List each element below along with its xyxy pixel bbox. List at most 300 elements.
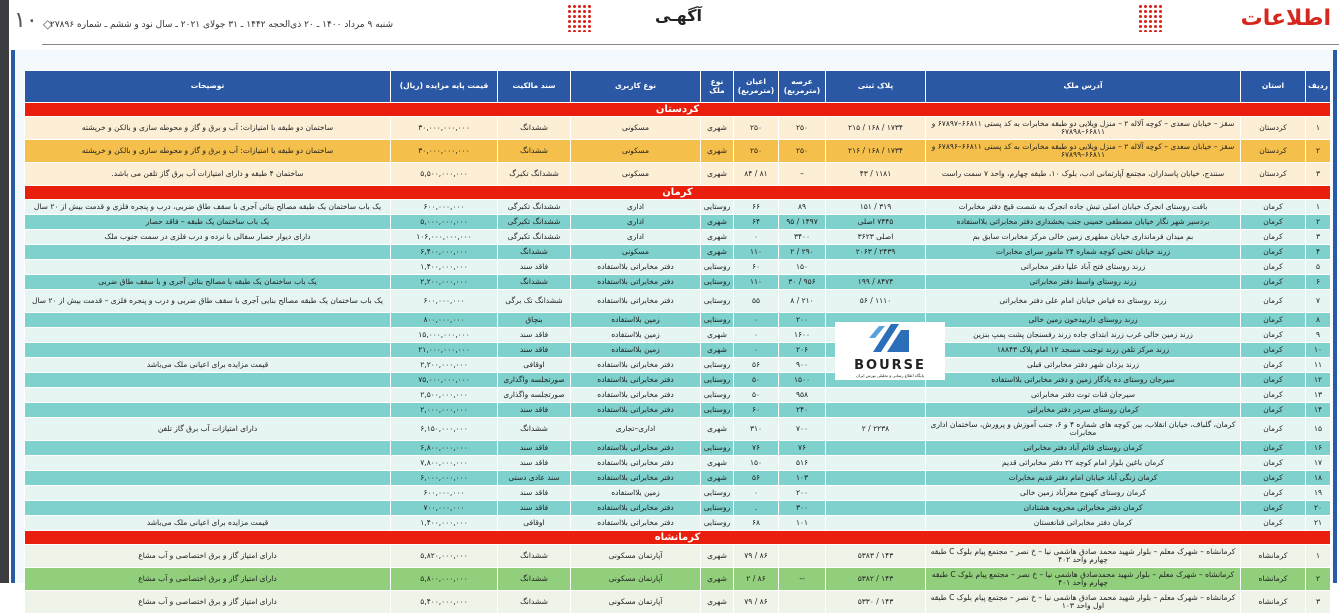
cell-ownership-deed: فاقد سند [498,260,571,275]
cell-property-type: روستایی [701,403,734,418]
cell-row-number: ۱۵ [1306,418,1331,441]
cell-usage-type: دفتر مخابراتی بلااستفاده [571,403,701,418]
cell-description [25,388,391,403]
column-header-ownership-deed: سند مالکیت [498,71,571,103]
cell-building-area: ۶۴ [734,215,779,230]
page-edge [0,0,9,583]
cell-base-price: ۶,۰۰۰,۰۰۰,۰۰۰ [391,471,498,486]
logo-subtitle: پایگاه اطلاع رسانی و تحلیلی بورس ایران [856,373,924,378]
cell-property-type: روستایی [701,373,734,388]
cell-address: بم میدان فرمانداری خیابان مطهری زمین خالی مرکز مخابرات سابق بم [926,230,1241,245]
cell-province: کرمان [1241,373,1306,388]
cell-ownership-deed: ششدانگ تکبرگی [498,230,571,245]
column-header-property-type: نوع ملک [701,71,734,103]
cell-building-area: ۶۰ [734,260,779,275]
cell-address: سیرجان روستای ده یادگار زمین و دفتر مخابراتی بلااستفاده [926,373,1241,388]
cell-building-area: ۳۱۰ [734,418,779,441]
cell-address: سقز – خیابان سعدی – کوچه آلاله ۲ – منزل ویلایی دو طبقه مخابرات به کد پستی ۶۶۸۱۱–۶۷۸۹۶ و ۶۶۸۱۱–۶۷۸۹۹ [926,140,1241,163]
cell-base-price: ۲,۰۰۰,۰۰۰,۰۰۰ [391,403,498,418]
cell-building-area: ۰ [734,313,779,328]
cell-building-area: ۸۶ / ۷۹ [734,545,779,568]
cell-base-price: ۶,۱۵۰,۰۰۰,۰۰۰ [391,418,498,441]
cell-address: زرند روستای ده فیاض خیابان امام علی دفتر مخابراتی [926,290,1241,313]
cell-usage-type: مسکونی [571,163,701,186]
section-header-row [25,186,1331,200]
cell-province: کرمان [1241,215,1306,230]
cell-usage-type: اداری [571,200,701,215]
table-header [25,71,1331,103]
cell-registration-plate: ۱۷۳۴ / ۱۶۸ / ۲۱۵ [826,117,926,140]
cell-property-type: روستایی [701,313,734,328]
cell-usage-type: دفتر مخابراتی بلااستفاده [571,275,701,290]
cell-land-area: ۳۰۰ [779,501,826,516]
cell-row-number: ۱۹ [1306,486,1331,501]
cell-address: کرمان روستای کهنوج معزآباد زمین خالی [926,486,1241,501]
column-header-land-area: عرصه (مترمربع) [779,71,826,103]
cell-province: کرمانشاه [1241,568,1306,591]
cell-description [25,471,391,486]
table-row [25,215,1331,230]
cell-property-type: شهری [701,117,734,140]
cell-province: کرمان [1241,441,1306,456]
table-row [25,441,1331,456]
auction-table [24,70,1331,614]
column-header-building-area: اعیان (مترمربع) [734,71,779,103]
cell-province: کردستان [1241,140,1306,163]
cell-address: کرمان روستای قائم آباد دفتر مخابراتی [926,441,1241,456]
cell-usage-type: زمین بلااستفاده [571,313,701,328]
cell-land-area: ۳۴۰۰ [779,230,826,245]
cell-ownership-deed: فاقد سند [498,343,571,358]
table-row [25,501,1331,516]
cell-property-type: شهری [701,545,734,568]
cell-base-price: ۵,۸۲۰,۰۰۰,۰۰۰ [391,545,498,568]
cell-province: کرمان [1241,245,1306,260]
cell-property-type: روستایی [701,486,734,501]
cell-row-number: ۱ [1306,200,1331,215]
cell-registration-plate: اصلی ۳۶۲۳ [826,230,926,245]
cell-land-area: ۲۵۰ [779,140,826,163]
cell-description: دارای امتیازات آب برق گاز تلفن [25,418,391,441]
cell-row-number: ۱۷ [1306,456,1331,471]
cell-land-area: – [779,163,826,186]
page-number: ۱۰ [14,8,38,33]
cell-building-area: ۱۱۰ [734,245,779,260]
cell-address: سیرجان قنات توت دفتر مخابراتی [926,388,1241,403]
cell-building-area: ۲۵۰ [734,117,779,140]
section-header-row [25,531,1331,545]
cell-base-price: ۶,۸۰۰,۰۰۰,۰۰۰ [391,441,498,456]
cell-land-area: ۱۴۹۷ / ۹۵ [779,215,826,230]
cell-address: کرمانشاه – شهرک معلم – بلوار شهید محمد صادق هاشمی نیا – خ نصر – مجتمع پیام بلوک C طبقه چهارم واحد ۴۰۲ [926,545,1241,568]
cell-land-area: ۱۵۰۰ [779,373,826,388]
diamond-icon: ◇ [43,17,53,31]
cell-row-number: ۲ [1306,140,1331,163]
cell-ownership-deed: فاقد سند [498,403,571,418]
cell-land-area: ۸۹ [779,200,826,215]
left-border [11,50,15,583]
cell-usage-type: زمین بلااستفاده [571,486,701,501]
cell-land-area: ۲۰۰ [779,486,826,501]
cell-address: زرند یزدان شهر دفتر مخابراتی قبلی [926,358,1241,373]
cell-registration-plate: ۱۴۳ / ۵۳۸۳ [826,545,926,568]
table-row [25,418,1331,441]
cell-base-price: ۳۰,۰۰۰,۰۰۰,۰۰۰ [391,117,498,140]
cell-building-area: ۵۰ [734,373,779,388]
cell-description: یک باب ساختمان یک طبقه – فاقد حصار [25,215,391,230]
cell-row-number: ۱۰ [1306,343,1331,358]
cell-row-number: ۶ [1306,275,1331,290]
cell-row-number: ۸ [1306,313,1331,328]
cell-land-area: ۱۵۰ [779,260,826,275]
cell-property-type: شهری [701,471,734,486]
cell-base-price: ۶۰۰,۰۰۰,۰۰۰ [391,200,498,215]
cell-building-area: . [734,501,779,516]
cell-land-area: ۲۰۰ [779,313,826,328]
cell-land-area: ۹۰۰ [779,358,826,373]
cell-description: ساختمان دو طبقه با امتیازات: آب و برق و گاز و محوطه سازی و بالکن و خرپشته [25,117,391,140]
column-header-usage-type: نوع کاربری [571,71,701,103]
table-row [25,471,1331,486]
cell-ownership-deed: فاقد سند [498,456,571,471]
cell-description: دارای امتیاز گاز و برق اختصاصی و آب مشاع [25,568,391,591]
cell-province: کرمان [1241,403,1306,418]
cell-building-area: ۶۰ [734,403,779,418]
cell-row-number: ۷ [1306,290,1331,313]
cell-ownership-deed: ششدانگ [498,545,571,568]
cell-building-area: ۵۶ [734,471,779,486]
cell-province: کرمان [1241,328,1306,343]
cell-registration-plate: ۳۱۹ / ۱۵۱ [826,200,926,215]
cell-ownership-deed: بنچاق [498,313,571,328]
cell-row-number: ۳ [1306,163,1331,186]
cell-land-area: ۲۰۶ [779,343,826,358]
cell-base-price: ۲,۲۰۰,۰۰۰,۰۰۰ [391,358,498,373]
cell-ownership-deed: سند عادی دستی [498,471,571,486]
cell-usage-type: مسکونی [571,245,701,260]
cell-row-number: ۱ [1306,117,1331,140]
cell-property-type: روستایی [701,388,734,403]
cell-ownership-deed: ششدانگ [498,140,571,163]
cell-base-price: ۲۱,۰۰۰,۰۰۰,۰۰۰ [391,343,498,358]
cell-usage-type: اداری [571,215,701,230]
cell-description [25,260,391,275]
cell-address: کرمان، گلباف، خیابان انقلاب، بین کوچه های شماره ۴ و ۶، جنب آموزش و پرورش، ساختمان اداری مخابرات [926,418,1241,441]
cell-address: زرند روستای واسط دفتر مخابراتی [926,275,1241,290]
cell-address: کرمان دفتر مخابراتی مخروبه هشتادان [926,501,1241,516]
cell-province: کرمان [1241,418,1306,441]
cell-description: دارای دیوار حصار سفالی با نرده و درب فلزی در سمت جنوب ملک [25,230,391,245]
cell-land-area: ۷۰۰ [779,418,826,441]
cell-province: کرمان [1241,388,1306,403]
table-row [25,275,1331,290]
cell-building-area: ۱۵۰ [734,456,779,471]
cell-building-area: ۶۶ [734,200,779,215]
cell-province: کرمان [1241,313,1306,328]
cell-base-price: ۶۰۰,۰۰۰,۰۰۰ [391,486,498,501]
cell-property-type: شهری [701,568,734,591]
cell-base-price: ۵,۴۰۰,۰۰۰,۰۰۰ [391,591,498,614]
cell-base-price: ۷۰۰,۰۰۰,۰۰۰ [391,501,498,516]
table-row [25,568,1331,591]
cell-ownership-deed: ششدانگ تکبرگ [498,163,571,186]
cell-property-type: شهری [701,591,734,614]
cell-province: کرمان [1241,200,1306,215]
cell-usage-type: دفتر مخابراتی بلااستفاده [571,388,701,403]
cell-base-price: ۶,۴۰۰,۰۰۰,۰۰۰ [391,245,498,260]
cell-description [25,456,391,471]
cell-land-area [779,545,826,568]
cell-base-price: ۶۰۰,۰۰۰,۰۰۰ [391,290,498,313]
cell-address: کرمانشاه – شهرک معلم – بلوار شهید محمدصادق هاشمی نیا – خ نصر – مجتمع پیام بلوک C طبقه چهارم واحد ۴۰۱ [926,568,1241,591]
column-header-address: آدرس ملک [926,71,1241,103]
cell-province: کردستان [1241,163,1306,186]
cell-building-area: ۶۸ [734,516,779,531]
cell-description [25,486,391,501]
cell-base-price: ۷۵,۰۰۰,۰۰۰,۰۰۰ [391,373,498,388]
table-row [25,200,1331,215]
cell-land-area: ۷۶ [779,441,826,456]
cell-usage-type: دفتر مخابراتی بلااستفاده [571,516,701,531]
cell-building-area: ۰ [734,486,779,501]
cell-land-area: ۹۵۸ [779,388,826,403]
cell-base-price: ۳۰,۰۰۰,۰۰۰,۰۰۰ [391,140,498,163]
cell-building-area: ۲۵۰ [734,140,779,163]
cell-row-number: ۲۰ [1306,501,1331,516]
cell-land-area: ۹۵۶ / ۳۰ [779,275,826,290]
cell-building-area: ۰ [734,230,779,245]
cell-description: قیمت مزایده برای اعیانی ملک می‌باشد [25,516,391,531]
cell-province: کرمان [1241,275,1306,290]
cell-row-number: ۲ [1306,215,1331,230]
cell-usage-type: اداری–تجاری [571,418,701,441]
cell-row-number: ۱ [1306,545,1331,568]
cell-base-price: ۵,۵۰۰,۰۰۰,۰۰۰ [391,163,498,186]
cell-usage-type: دفتر مخابراتی بلااستفاده [571,260,701,275]
cell-row-number: ۱۸ [1306,471,1331,486]
cell-ownership-deed: ششدانگ [498,245,571,260]
table-row [25,343,1331,358]
cell-building-area: ۰ [734,328,779,343]
table-row [25,245,1331,260]
cell-base-price: ۲,۲۰۰,۰۰۰,۰۰۰ [391,275,498,290]
bourse-24-logo-icon [865,322,915,354]
cell-description: ساختمان دو طبقه با امتیازات: آب و برق و گاز و محوطه سازی و بالکن و خرپشته [25,140,391,163]
cell-description [25,373,391,388]
table-row [25,140,1331,163]
cell-ownership-deed: فاقد سند [498,328,571,343]
cell-address: زرند مرکز تلفن زرند توجنب مسجد ۱۲ امام پلاک ۱۸۸۴۳ [926,343,1241,358]
cell-base-price: ۲,۵۰۰,۰۰۰,۰۰۰ [391,388,498,403]
cell-base-price: ۷,۸۰۰,۰۰۰,۰۰۰ [391,456,498,471]
column-header-registration-plate: پلاک ثبتی [826,71,926,103]
cell-property-type: شهری [701,418,734,441]
cell-address: سنندج، خیابان پاسداران، مجتمع آپارتمانی ادب، بلوک ۱۰، طبقه چهارم، واحد ۷ سمت راست [926,163,1241,186]
cell-land-area: ۱۶۰۰ [779,328,826,343]
cell-ownership-deed: ششدانگ [498,117,571,140]
cell-property-type: روستایی [701,200,734,215]
cell-property-type: شهری [701,215,734,230]
cell-address: کرمانشاه – شهرک معلم – بلوار شهید محمد صادق هاشمی نیا – خ نصر – مجتمع پیام بلوک C طبقه اول واحد ۱۰۳ [926,591,1241,614]
cell-province: کرمانشاه [1241,545,1306,568]
table-row [25,260,1331,275]
cell-address: زرند روستای داربیدخون زمین خالی [926,313,1241,328]
cell-ownership-deed: ششدانگ تکبرگی [498,215,571,230]
cell-registration-plate [826,516,926,531]
cell-registration-plate: ۱۱۸۱ / ۴۳ [826,163,926,186]
section-title: آگهـی [655,6,703,25]
cell-ownership-deed: فاقد سند [498,441,571,456]
table-row [25,163,1331,186]
cell-description [25,501,391,516]
table-row [25,456,1331,471]
table-row [25,313,1331,328]
cell-description [25,441,391,456]
cell-base-price: ۱۰۶,۰۰۰,۰۰۰,۰۰۰ [391,230,498,245]
table-row [25,591,1331,614]
cell-province: کرمانشاه [1241,591,1306,614]
cell-province: کرمان [1241,343,1306,358]
cell-usage-type: زمین بلااستفاده [571,343,701,358]
cell-address: زرند خیابان تختی کوچه شماره ۲۴ مامور سرای مخابرات [926,245,1241,260]
newspaper-logo: اطلاعات [1240,6,1331,31]
cell-registration-plate [826,486,926,501]
cell-registration-plate [826,388,926,403]
cell-usage-type: آپارتمان مسکونی [571,545,701,568]
cell-row-number: ۱۳ [1306,388,1331,403]
cell-row-number: ۱۴ [1306,403,1331,418]
cell-province: کرمان [1241,471,1306,486]
cell-row-number: ۹ [1306,328,1331,343]
cell-ownership-deed: صورتجلسه واگذاری [498,373,571,388]
cell-address: بردسیر شهر نگار خیابان مصطفی خمینی جنب بخشداری دفتر مخابراتی بلااستفاده [926,215,1241,230]
cell-base-price: ۸۰۰,۰۰۰,۰۰۰ [391,313,498,328]
column-header-base-price: قیمت پایه مزایده (ریال) [391,71,498,103]
cell-property-type: شهری [701,328,734,343]
table-row [25,388,1331,403]
cell-province: کرمان [1241,290,1306,313]
cell-usage-type: دفتر مخابراتی بلااستفاده [571,373,701,388]
cell-registration-plate [826,501,926,516]
column-header-description: توضیحات [25,71,391,103]
cell-row-number: ۳ [1306,591,1331,614]
cell-address: بافت روستای انجرک خیابان اصلی تبش جاده انجرک به شصت قیچ دفتر مخابرات [926,200,1241,215]
cell-province: کرمان [1241,501,1306,516]
cell-registration-plate: ۲۴۳۹ / ۲۰۶۳ [826,245,926,260]
table-row [25,117,1331,140]
cell-land-area: ۲۹۰ / ۲ [779,245,826,260]
cell-usage-type: دفتر مخابراتی بلااستفاده [571,358,701,373]
cell-usage-type: دفتر مخابراتی بلااستفاده [571,471,701,486]
cell-property-type: روستایی [701,441,734,456]
cell-building-area: ۵۵ [734,290,779,313]
cell-property-type: روستایی [701,290,734,313]
cell-description: دارای امتیاز گاز و برق اختصاصی و آب مشاع [25,591,391,614]
cell-row-number: ۱۲ [1306,373,1331,388]
cell-ownership-deed: ششدانگ [498,591,571,614]
table-row [25,373,1331,388]
cell-registration-plate: ۱۴۳ / ۵۳۳۰ [826,591,926,614]
cell-usage-type: آپارتمان مسکونی [571,568,701,591]
table-row [25,290,1331,313]
cell-land-area: ۲۴۰ [779,403,826,418]
cell-property-type: شهری [701,343,734,358]
cell-address: زرند روستای فتح آباد علیا دفتر مخابراتی [926,260,1241,275]
cell-base-price: ۱,۴۰۰,۰۰۰,۰۰۰ [391,516,498,531]
cell-description: ساختمان ۴ طبقه و دارای امتیازات آب برق گاز تلفن می باشد. [25,163,391,186]
cell-registration-plate: ۱۷۳۴ / ۱۶۸ / ۲۱۶ [826,140,926,163]
cell-ownership-deed: ششدانگ تک برگی [498,290,571,313]
section-title: کرمان [25,186,1331,200]
cell-land-area: -- [779,568,826,591]
cell-property-type: روستایی [701,260,734,275]
cell-address: کرمان زنگی آباد خیابان امام دفتر قدیم مخابرات [926,471,1241,486]
cell-land-area: ۱۰۱ [779,516,826,531]
cell-usage-type: آپارتمان مسکونی [571,591,701,614]
cell-province: کرمان [1241,230,1306,245]
cell-row-number: ۵ [1306,260,1331,275]
cell-registration-plate [826,260,926,275]
cell-building-area: ۱۱۰ [734,275,779,290]
cell-usage-type: دفتر مخابراتی بلااستفاده [571,290,701,313]
cell-usage-type: اداری [571,230,701,245]
cell-usage-type: دفتر مخابراتی بلااستفاده [571,441,701,456]
column-header-row-number: ردیف [1306,71,1331,103]
section-header-row [25,103,1331,117]
cell-province: کرمان [1241,516,1306,531]
cell-building-area: ۸۶ / ۷۹ [734,591,779,614]
section-title: کرمانشاه [25,531,1331,545]
cell-registration-plate: ۷۴۴۵ اصلی [826,215,926,230]
column-header-province: استان [1241,71,1306,103]
cell-description: دارای امتیاز گاز و برق اختصاصی و آب مشاع [25,545,391,568]
cell-land-area: ۲۱۰ / ۸ [779,290,826,313]
cell-row-number: ۲۱ [1306,516,1331,531]
dots-ornament-icon [567,4,593,32]
cell-address: کرمان باغین بلوار امام کوچه ۲۲ دفتر مخابراتی قدیم [926,456,1241,471]
cell-address: کرمان دفتر مخابراتی قنانغستان [926,516,1241,531]
cell-description [25,313,391,328]
cell-usage-type: زمین بلااستفاده [571,328,701,343]
cell-registration-plate [826,441,926,456]
dateline: شنبه ۹ مرداد ۱۴۰۰ ـ ۲۰ ذی‌الحجه ۱۴۴۲ ـ ۳۱ جولای ۲۰۲۱ ـ سال نود و ششم ـ شماره ۲۷۸۹۶ [50,20,394,30]
cell-ownership-deed: صورتجلسه واگذاری [498,388,571,403]
cell-base-price: ۱۵,۰۰۰,۰۰۰,۰۰۰ [391,328,498,343]
table-row [25,358,1331,373]
cell-province: کرمان [1241,358,1306,373]
cell-registration-plate [826,456,926,471]
cell-address: کرمان روستای سردر دفتر مخابراتی [926,403,1241,418]
cell-property-type: شهری [701,140,734,163]
dots-ornament-icon [1138,4,1164,32]
cell-ownership-deed: فاقد سند [498,501,571,516]
right-border [1333,50,1337,583]
table-row [25,230,1331,245]
cell-usage-type: دفتر مخابراتی بلااستفاده [571,456,701,471]
cell-base-price: ۵,۰۰۰,۰۰۰,۰۰۰ [391,215,498,230]
cell-property-type: شهری [701,163,734,186]
cell-ownership-deed: ششدانگ تکبرگی [498,200,571,215]
cell-property-type: شهری [701,245,734,260]
cell-description: یک باب ساختمان یک طبقه مصالح بنایی آجری با سقف طاق ضربی و درب و پنجره فلزی – قدمت بیش از ۲۰ سال [25,290,391,313]
table-row [25,403,1331,418]
cell-usage-type: دفتر مخابراتی بلااستفاده [571,501,701,516]
cell-province: کرمان [1241,260,1306,275]
cell-address: زرند زمین خالی غرب زرند ابتدای جاده زرند رفسنجان پشت پمپ بنزین [926,328,1241,343]
cell-row-number: ۱۱ [1306,358,1331,373]
cell-row-number: ۳ [1306,230,1331,245]
cell-ownership-deed: ششدانگ [498,275,571,290]
